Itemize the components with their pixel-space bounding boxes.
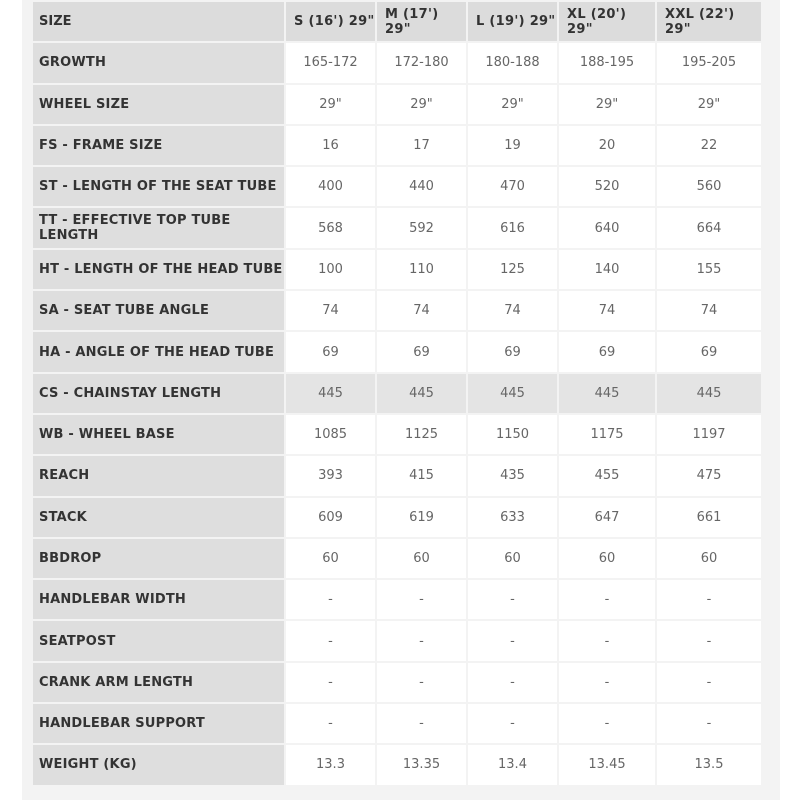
table-cell: 74 [286, 291, 375, 330]
table-row [33, 85, 761, 124]
row-label: CRANK ARM LENGTH [33, 663, 284, 702]
table-row [33, 580, 761, 619]
row-label: CS - CHAINSTAY LENGTH [33, 374, 284, 413]
table-cell: 592 [377, 208, 466, 247]
table-cell: 29" [559, 85, 655, 124]
table-cell: 475 [657, 456, 761, 495]
header-size-xxl: XXL (22') 29" [657, 2, 761, 41]
geometry-table [31, 0, 763, 787]
table-cell: 1125 [377, 415, 466, 454]
table-cell: 619 [377, 498, 466, 537]
table-cell: 640 [559, 208, 655, 247]
table-row [33, 704, 761, 743]
table-cell: - [286, 621, 375, 660]
table-cell: 29" [286, 85, 375, 124]
table-cell: - [286, 663, 375, 702]
table-cell: 140 [559, 250, 655, 289]
table-cell: - [657, 663, 761, 702]
table-cell: - [559, 621, 655, 660]
table-cell: 445 [468, 374, 557, 413]
table-cell: - [377, 663, 466, 702]
table-cell: - [468, 663, 557, 702]
row-label: SEATPOST [33, 621, 284, 660]
table-cell: - [377, 621, 466, 660]
row-label: GROWTH [33, 43, 284, 82]
table-cell: - [468, 580, 557, 619]
table-cell: 155 [657, 250, 761, 289]
table-row [33, 498, 761, 537]
table-cell: 74 [559, 291, 655, 330]
table-cell: 13.5 [657, 745, 761, 784]
table-cell: 661 [657, 498, 761, 537]
table-cell: 74 [377, 291, 466, 330]
table-row [33, 208, 761, 247]
table-cell: 445 [286, 374, 375, 413]
table-cell: 29" [657, 85, 761, 124]
table-cell: 20 [559, 126, 655, 165]
table-cell: 415 [377, 456, 466, 495]
row-label: REACH [33, 456, 284, 495]
table-cell: 60 [657, 539, 761, 578]
table-cell: 647 [559, 498, 655, 537]
table-cell: 445 [377, 374, 466, 413]
table-cell: 60 [468, 539, 557, 578]
table-cell: 60 [377, 539, 466, 578]
header-size-l: L (19') 29" [468, 2, 557, 41]
table-cell: - [657, 621, 761, 660]
table-cell: 69 [377, 332, 466, 371]
row-label: SA - SEAT TUBE ANGLE [33, 291, 284, 330]
table-cell: 13.35 [377, 745, 466, 784]
table-row [33, 663, 761, 702]
table-cell: 609 [286, 498, 375, 537]
table-cell: - [657, 704, 761, 743]
table-cell: - [286, 580, 375, 619]
row-label: WHEEL SIZE [33, 85, 284, 124]
table-cell: 1175 [559, 415, 655, 454]
table-body [33, 43, 761, 784]
row-label: WEIGHT (KG) [33, 745, 284, 784]
table-cell: - [377, 704, 466, 743]
table-cell: 445 [559, 374, 655, 413]
table-cell: 100 [286, 250, 375, 289]
table-cell: - [286, 704, 375, 743]
table-cell: 195-205 [657, 43, 761, 82]
table-cell: 17 [377, 126, 466, 165]
table-cell: 13.4 [468, 745, 557, 784]
header-size-xl: XL (20') 29" [559, 2, 655, 41]
table-row [33, 539, 761, 578]
table-cell: 440 [377, 167, 466, 206]
geometry-table-panel [22, 0, 780, 800]
table-row [33, 374, 761, 413]
table-cell: 470 [468, 167, 557, 206]
table-cell: 445 [657, 374, 761, 413]
table-cell: 125 [468, 250, 557, 289]
table-cell: 165-172 [286, 43, 375, 82]
table-row [33, 456, 761, 495]
table-row [33, 621, 761, 660]
table-cell: 393 [286, 456, 375, 495]
table-cell: 616 [468, 208, 557, 247]
table-cell: 568 [286, 208, 375, 247]
table-cell: 400 [286, 167, 375, 206]
table-cell: - [377, 580, 466, 619]
table-cell: 188-195 [559, 43, 655, 82]
table-cell: 1150 [468, 415, 557, 454]
table-cell: 29" [377, 85, 466, 124]
table-cell: - [657, 580, 761, 619]
table-cell: 69 [468, 332, 557, 371]
table-cell: 69 [559, 332, 655, 371]
table-cell: 60 [559, 539, 655, 578]
table-row [33, 291, 761, 330]
row-label: HT - LENGTH OF THE HEAD TUBE [33, 250, 284, 289]
table-cell: 74 [657, 291, 761, 330]
table-cell: 180-188 [468, 43, 557, 82]
table-cell: - [559, 663, 655, 702]
table-cell: 13.3 [286, 745, 375, 784]
table-row [33, 745, 761, 784]
table-row [33, 43, 761, 82]
table-row [33, 167, 761, 206]
table-cell: 16 [286, 126, 375, 165]
table-header-row [33, 2, 761, 41]
table-row [33, 415, 761, 454]
table-cell: 1197 [657, 415, 761, 454]
table-cell: 172-180 [377, 43, 466, 82]
table-cell: - [468, 704, 557, 743]
table-cell: - [559, 580, 655, 619]
header-size-m: M (17') 29" [377, 2, 466, 41]
table-cell: 520 [559, 167, 655, 206]
row-label: WB - WHEEL BASE [33, 415, 284, 454]
table-cell: 74 [468, 291, 557, 330]
table-cell: 110 [377, 250, 466, 289]
row-label: STACK [33, 498, 284, 537]
table-cell: - [468, 621, 557, 660]
table-cell: 19 [468, 126, 557, 165]
table-cell: 664 [657, 208, 761, 247]
table-cell: 633 [468, 498, 557, 537]
table-cell: 60 [286, 539, 375, 578]
row-label: HA - ANGLE OF THE HEAD TUBE [33, 332, 284, 371]
row-label: FS - FRAME SIZE [33, 126, 284, 165]
table-cell: 560 [657, 167, 761, 206]
row-label: TT - EFFECTIVE TOP TUBE LENGTH [33, 208, 284, 247]
row-label: HANDLEBAR SUPPORT [33, 704, 284, 743]
table-cell: 69 [657, 332, 761, 371]
table-row [33, 332, 761, 371]
table-row [33, 126, 761, 165]
table-cell: 13.45 [559, 745, 655, 784]
row-label: BBDROP [33, 539, 284, 578]
header-size: SIZE [33, 2, 284, 41]
table-cell: - [559, 704, 655, 743]
table-cell: 1085 [286, 415, 375, 454]
table-cell: 435 [468, 456, 557, 495]
table-cell: 455 [559, 456, 655, 495]
row-label: HANDLEBAR WIDTH [33, 580, 284, 619]
table-cell: 22 [657, 126, 761, 165]
table-row [33, 250, 761, 289]
row-label: ST - LENGTH OF THE SEAT TUBE [33, 167, 284, 206]
table-cell: 69 [286, 332, 375, 371]
table-cell: 29" [468, 85, 557, 124]
header-size-s: S (16') 29" [286, 2, 375, 41]
